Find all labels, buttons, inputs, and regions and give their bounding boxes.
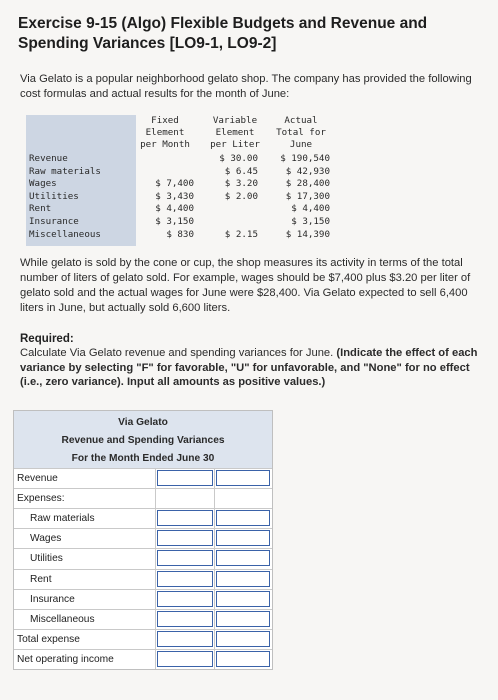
cost-formula-table (26, 115, 332, 246)
variance-answer-table (13, 410, 273, 670)
answer-row-label: Utilities (30, 553, 63, 565)
cost-fixed-value: $ 7,400 (155, 178, 194, 190)
answer-row-label: Net operating income (17, 653, 114, 665)
cost-row-label: Utilities (29, 190, 79, 202)
cost-actual-value: $ 190,540 (280, 153, 330, 164)
answer-row-label: Total expense (17, 633, 80, 645)
answer-row-label: Miscellaneous (30, 613, 95, 625)
cost-fixed-value: $ 3,150 (155, 216, 194, 227)
variance-effect-select[interactable] (216, 530, 270, 546)
exercise-title: Exercise 9-15 (Algo) Flexible Budgets and Revenue and Spending Variances [LO9-1, LO9-2] (18, 15, 428, 52)
cost-actual-value: $ 3,150 (291, 216, 330, 227)
answer-row (14, 548, 272, 569)
variance-amount-input[interactable] (157, 510, 213, 526)
cost-row-label: Rent (29, 203, 52, 215)
variance-effect-select[interactable] (216, 550, 270, 566)
column-divider (155, 468, 156, 669)
cost-actual-value: $ 17,300 (285, 190, 330, 202)
answer-row (14, 649, 272, 670)
report-period: For the Month Ended June 30 (71, 453, 215, 464)
answer-table-header (14, 411, 272, 468)
answer-row (14, 589, 272, 610)
variance-amount-input[interactable] (157, 651, 213, 667)
required-instructions: Calculate Via Gelato revenue and spending variances for June. (Indicate the effect of each variance by selecting "F" for favorable, "U" for unfavorable, and "None" for no effect (i.e., zero variance). Input all amounts as positive values.) (20, 347, 478, 388)
variable-header: Variable Element per Liter (210, 115, 260, 150)
cost-variable-value: $ 2.15 (224, 228, 258, 240)
answer-row-label: Insurance (30, 593, 75, 605)
answer-row (14, 569, 272, 590)
variance-amount-input[interactable] (157, 470, 213, 486)
cost-actual-value: $ 28,400 (285, 178, 330, 190)
variance-effect-select[interactable] (216, 631, 270, 647)
answer-row-label: Raw materials (30, 513, 95, 525)
variance-effect-select[interactable] (216, 571, 270, 587)
variance-amount-input[interactable] (157, 591, 213, 607)
variance-effect-select[interactable] (216, 470, 270, 486)
variance-amount-input[interactable] (157, 530, 213, 546)
cost-fixed-value: $ 3,430 (155, 190, 194, 202)
activity-paragraph: While gelato is sold by the cone or cup, the shop measures its activity in terms of the total number of liters of gelato sold. For example, wages should be $7,400 plus $3.20 per liter of gelato sold and the actual wages for June were $28,400. Via Gelato expected to sell 6,400 liters in June, but actually sold 6,600 liters. (20, 257, 471, 314)
answer-row-label: Wages (30, 533, 62, 545)
cost-variable-value: $ 6.45 (224, 165, 258, 177)
company-name: Via Gelato (118, 417, 168, 428)
intro-text: Via Gelato is a popular neighborhood gelato shop. The company has provided the following cost formulas and actual results for the month of June: (20, 73, 472, 100)
answer-row-label: Revenue (17, 473, 58, 484)
variance-amount-input[interactable] (157, 571, 213, 587)
report-heading: Revenue and Spending Variances (61, 435, 225, 446)
column-divider (214, 468, 215, 669)
variance-amount-input[interactable] (157, 611, 213, 627)
cost-variable-value: $ 2.00 (224, 190, 258, 202)
required-heading: Required: (20, 333, 74, 345)
cost-row-label: Wages (29, 178, 57, 190)
variance-effect-select[interactable] (216, 591, 270, 607)
cost-row-label: Miscellaneous (29, 228, 101, 240)
answer-row-label: Expenses: (17, 493, 65, 505)
answer-row (14, 609, 272, 630)
actual-header: Actual Total for June (276, 115, 326, 150)
variance-effect-select[interactable] (216, 651, 270, 667)
cost-fixed-value: $ 830 (166, 228, 194, 240)
answer-row (14, 488, 272, 509)
fixed-header: Fixed Element per Month (140, 115, 190, 150)
cost-actual-value: $ 4,400 (291, 203, 330, 215)
variance-amount-input[interactable] (157, 631, 213, 647)
cost-row-label: Revenue (29, 153, 68, 164)
cost-fixed-value: $ 4,400 (155, 203, 194, 215)
cost-variable-value: $ 30.00 (219, 153, 258, 164)
answer-row-label: Rent (30, 573, 52, 585)
answer-row (14, 468, 272, 489)
variance-amount-input[interactable] (157, 550, 213, 566)
cost-row-label: Raw materials (29, 165, 101, 177)
cost-variable-value: $ 3.20 (224, 178, 258, 190)
answer-row (14, 508, 272, 529)
answer-row (14, 528, 272, 549)
cost-row-label: Insurance (29, 216, 79, 227)
cost-actual-value: $ 42,930 (285, 165, 330, 177)
variance-effect-select[interactable] (216, 611, 270, 627)
answer-row (14, 629, 272, 650)
variance-effect-select[interactable] (216, 510, 270, 526)
cost-actual-value: $ 14,390 (285, 228, 330, 240)
